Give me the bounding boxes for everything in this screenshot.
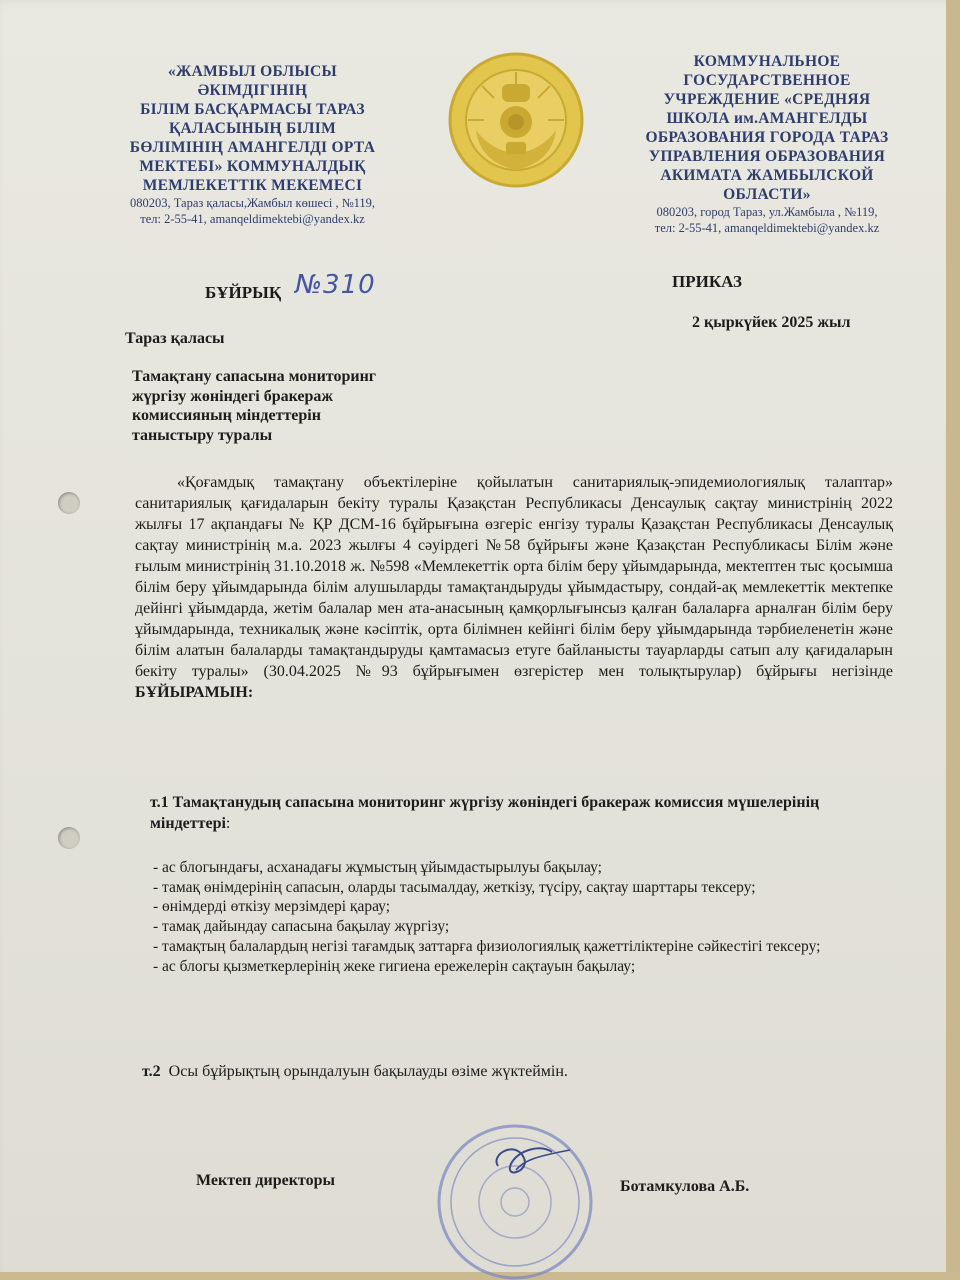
header-left-line: БӨЛІМІНІҢ АМАНГЕЛДІ ОРТА [129,139,376,156]
header-right-line: ГОСУДАРСТВЕННОЕ [683,72,851,89]
city-label: Тараз қаласы [125,330,225,347]
subject-line: жүргізу жөніндегі бракераж [132,387,334,405]
header-right-line: ОБЛАСТИ» [723,186,811,203]
duties-list [153,858,873,976]
list-item: - тамақ дайындау сапасына бақылау жүргізу; [153,918,450,936]
list-item: - өнімдерді өткізу мерзімдері қарау; [153,898,391,916]
point-2 [142,1063,568,1081]
order-subject [132,367,462,445]
school-stamp-icon [420,1110,610,1280]
list-item: - тамақтың балалардың негізі тағамдық заттарға физиологиялық қажеттіліктеріне сәйкестігі тексеру; [153,937,821,955]
state-emblem-icon [446,50,586,190]
list-item: - тамақ өнімдерінің сапасын, оларды тасымалдау, жеткізу, түсіру, сақтау шарттары тексеру; [153,878,756,896]
header-right-line: УЧРЕЖДЕНИЕ «СРЕДНЯЯ [663,91,871,108]
header-left-line: МЕМЛЕКЕТТІК МЕКЕМЕСІ [142,177,363,194]
header-right-contacts: тел: 2-55-41, amanqeldimektebi@yandex.kz [654,221,880,235]
header-left-line: ӘКІМДІГІНІҢ [197,82,308,99]
header-left-line: БІЛІМ БАСҚАРМАСЫ ТАРАЗ [140,101,365,118]
header-right-line: АКИМАТА ЖАМБЫЛСКОЙ [660,167,874,184]
point-1-colon: : [225,815,231,832]
body-text: «Қоғамдық тамақтану объектілеріне қойылатын санитариялық-эпидемиологиялық талаптар» санитариялық қағидаларын бекіту туралы Қазақстан Республикасы Денсаулық сақтау министрінің 2022 жылғы 17 ақпандағы № ҚР ДСМ-16 бұйрығына өзгеріс енгізу туралы Қазақстан Республикасы Денсаулық сақтау министрінің м.а. 2023 жылғы 4 сәуірдегі №58 бұйрығы және Қазақстан Республикасы Білім және ғылым министрінің 31.10.2018 ж. №598 «Мемлекеттік орта білім беру ұйымдарында, мектептен тыс қосымша білім беру ұйымдарында білім алушыларды тамақтандыруды ұйымдастыру, сондай-ақ мемлекеттік мектепке дейінгі ұйымдарда, жетім балалар мен ата-анасының қамқорлығынсыз қалған балаларға арналған білім беру ұйымдарында, техникалық және кәсіптік, орта білімнен кейінгі білім беру ұйымдарында тәрбиеленетін және білім алатын балаларды тамақтандыруды қамтамасыз етуге байланысты тауарларды сатып алу қағидаларын бекіту туралы» (30.04.2025 №93 бұйрығымен өзгерістер мен толықтырулар) бұйрығы негізінде [135,474,893,680]
order-date: 2 қыркүйек 2025 жыл [692,314,851,331]
header-right-line: ШКОЛА им.АМАНГЕЛДЫ [666,110,868,127]
list-item: - ас блогындағы, асханадағы жұмыстың ұйымдастырылуы бақылау; [153,859,602,876]
header-left-line: «ЖАМБЫЛ ОБЛЫСЫ [167,63,338,80]
order-title-kz: БҰЙРЫҚ [205,283,282,302]
point-1 [150,792,870,834]
header-left-line: ҚАЛАСЫНЫҢ БІЛІМ [168,120,336,137]
table-surface-right [946,0,960,1280]
header-left-line: МЕКТЕБІ» КОММУНАЛДЫҚ [139,158,366,175]
header-right-line: ОБРАЗОВАНИЯ ГОРОДА ТАРАЗ [645,129,889,146]
subject-line: комиссияның міндеттерін [132,407,321,424]
order-title-ru: ПРИКАЗ [672,272,742,291]
header-right-address: 080203, город Тараз, ул.Жамбыла , №119, [656,205,878,219]
header-right-line: УПРАВЛЕНИЯ ОБРАЗОВАНИЯ [648,148,886,165]
subject-line: таныстыру туралы [132,426,273,444]
signature-name: Ботамкулова А.Б. [620,1178,750,1195]
handwritten-order-number: №310 [295,270,376,300]
list-item: - ас блогы қызметкерлерінің жеке гигиена ережелерін сақтауын бақылау; [153,957,636,975]
point-1-label: т.1 Тамақтанудың сапасына мониторинг жүргізу жөніндегі бракераж комиссия мүшелерінің міндеттері [150,794,820,832]
punch-hole-icon [58,492,80,514]
order-body-paragraph [135,472,893,703]
punch-hole-icon [58,827,80,849]
point-2-label: т.2 [142,1063,161,1080]
header-left-address: 080203, Тараз қаласы,Жамбыл көшесі , №119, [129,196,376,210]
header-left-contacts: тел: 2-55-41, amanqeldimektebi@yandex.kz [140,212,365,226]
header-left-block [100,62,405,227]
subject-line: Тамақтану сапасына мониторинг [132,368,377,385]
command-word: БҰЙЫРАМЫН: [135,684,254,701]
point-2-text: Осы бұйрықтың орындалуын бақылауды өзіме жүктеймін. [168,1063,568,1080]
header-right-line: КОММУНАЛЬНОЕ [693,53,841,70]
header-right-block [612,52,922,236]
signature-role: Мектеп директоры [196,1172,335,1189]
